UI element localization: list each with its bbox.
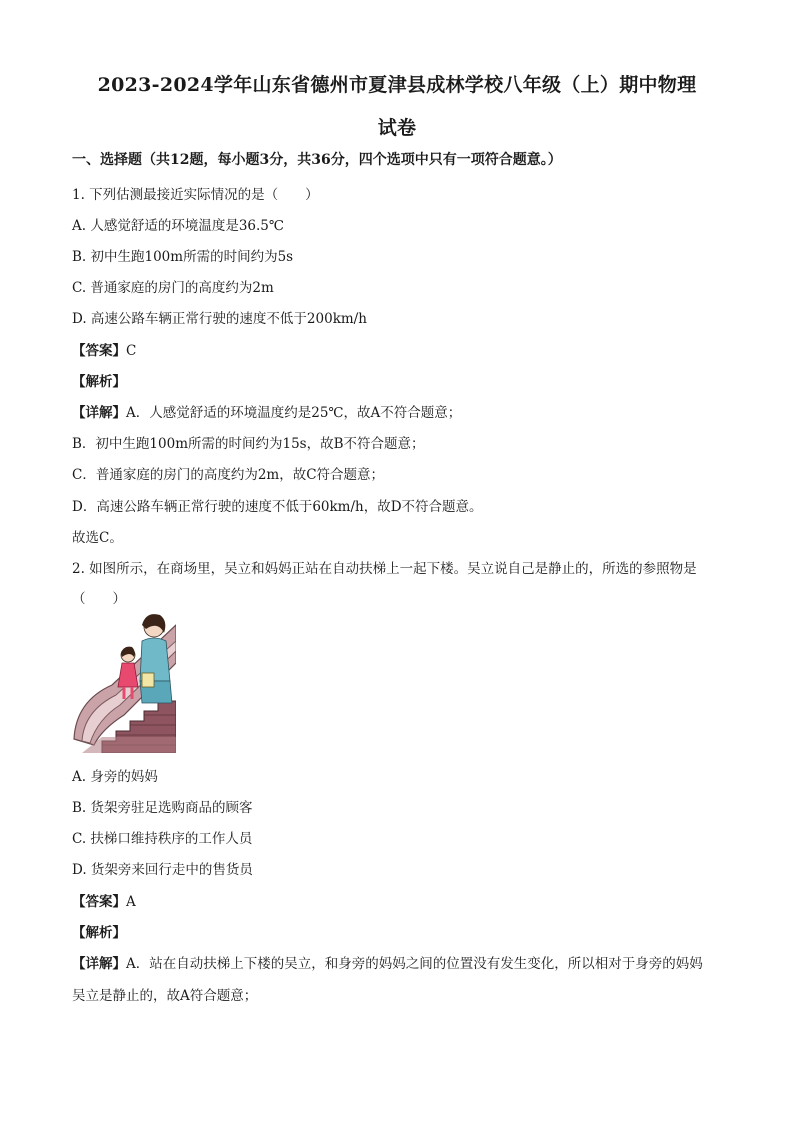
detail-tag: 【详解】 <box>72 405 126 421</box>
question-2-option-b: B. 货架旁驻足选购商品的顾客 <box>72 800 253 816</box>
question-1-option-b: B. 初中生跑100m所需的时间约为5s <box>72 249 294 265</box>
question-1-option-d: D. 高速公路车辆正常行驶的速度不低于200km/h <box>72 311 367 327</box>
question-2-option-a: A. 身旁的妈妈 <box>72 769 158 785</box>
answer-value: A <box>126 894 136 910</box>
question-1-stem: 1. 下列估测最接近实际情况的是（ ） <box>72 187 319 203</box>
question-2-analysis-tag <box>72 921 126 941</box>
answer-tag: 【答案】 <box>72 894 126 910</box>
question-2-option-d: D. 货架旁来回行走中的售货员 <box>72 862 253 878</box>
question-2-stem-continued: （ ） <box>72 591 126 607</box>
analysis-tag: 【解析】 <box>72 925 126 941</box>
question-2-stem: 2. 如图所示，在商场里，吴立和妈妈正站在自动扶梯上一起下楼。吴立说自己是静止的，所选的参照物是 <box>72 561 697 577</box>
question-2-detail-a-continued: 吴立是静止的，故A符合题意； <box>72 988 258 1004</box>
question-1-option-a: A. 人感觉舒适的环境温度是36.5℃ <box>72 218 284 234</box>
question-2-option-c: C. 扶梯口维持秩序的工作人员 <box>72 831 253 847</box>
escalator-illustration <box>72 611 176 753</box>
question-2-detail-a <box>72 952 703 972</box>
question-1-option-c: C. 普通家庭的房门的高度约为2m <box>72 280 274 296</box>
question-2-answer <box>72 890 136 910</box>
analysis-tag: 【解析】 <box>72 374 126 390</box>
detail-tag: 【详解】 <box>72 956 126 972</box>
question-1-detail-c: C．普通家庭的房门的高度约为2m，故C符合题意； <box>72 467 385 483</box>
detail-text: A．人感觉舒适的环境温度约是25℃，故A不符合题意； <box>126 405 462 421</box>
section-heading: 一、选择题（共12题，每小题3分，共36分，四个选项中只有一项符合题意。） <box>72 152 562 168</box>
escalator-icon <box>72 611 176 753</box>
question-1-detail-a <box>72 401 461 421</box>
question-1-detail-b: B．初中生跑100m所需的时间约为15s，故B不符合题意； <box>72 436 425 452</box>
question-1-conclusion: 故选C。 <box>72 530 123 546</box>
answer-value: C <box>126 343 137 359</box>
detail-text: A．站在自动扶梯上下楼的吴立，和身旁的妈妈之间的位置没有发生变化，所以相对于身旁的妈妈 <box>126 956 703 972</box>
question-1-analysis-tag <box>72 370 126 390</box>
answer-tag: 【答案】 <box>72 343 126 359</box>
exam-title: 2023-2024学年山东省德州市夏津县成林学校八年级（上）期中物理 <box>97 74 697 96</box>
question-1-detail-d: D．高速公路车辆正常行驶的速度不低于60km/h，故D不符合题意。 <box>72 499 483 515</box>
exam-title-continued: 试卷 <box>377 117 417 139</box>
question-1-answer <box>72 339 136 359</box>
